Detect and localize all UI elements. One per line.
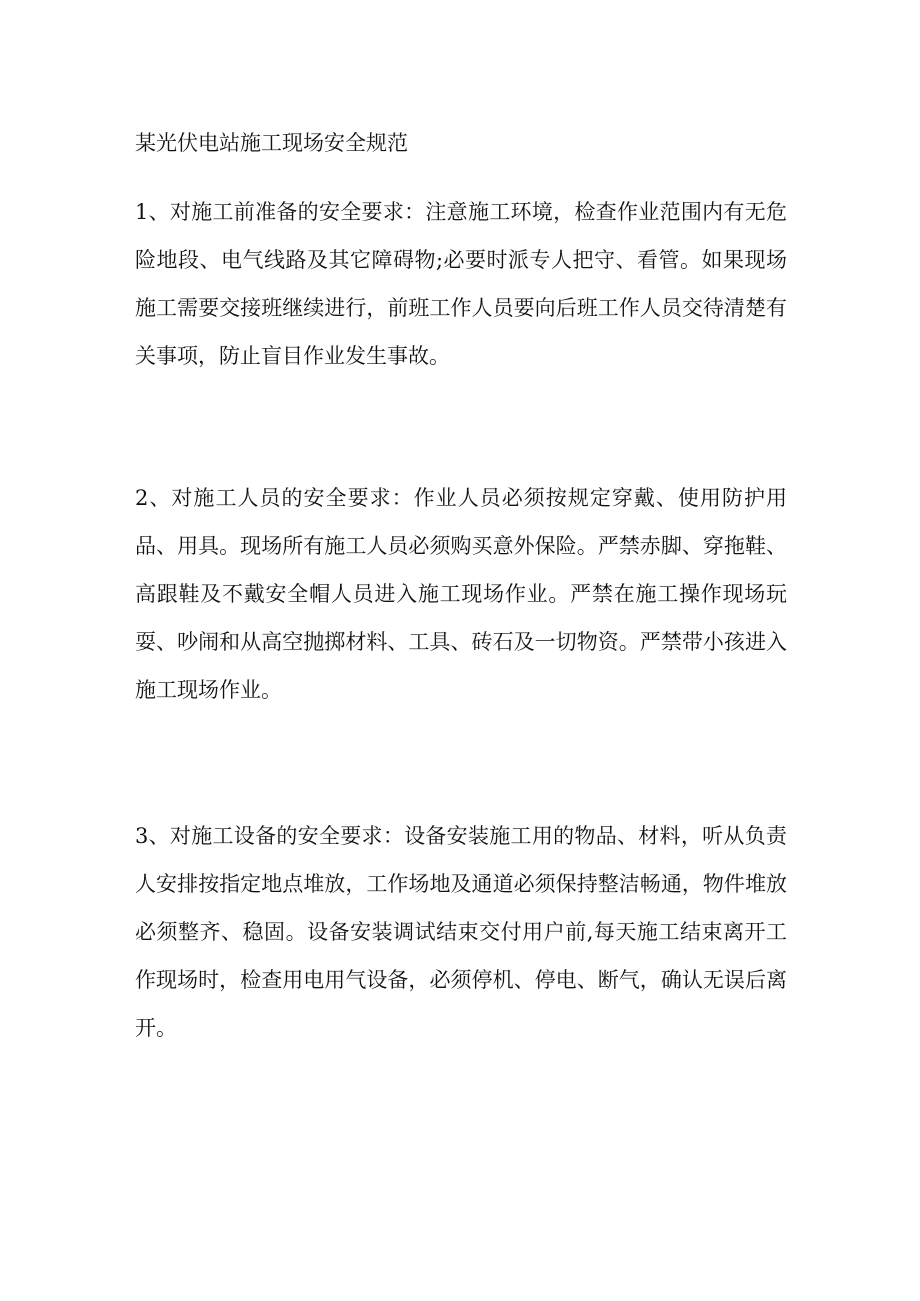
paragraph-equipment-safety: 3、对施工设备的安全要求：设备安装施工用的物品、材料，听从负责人安排按指定地点堆放，工作场地及通道必须保持整洁畅通，物件堆放必须整齐、稳固。设备安装调试结束交付用户前,每天施工结束离开工作现场时，检查用电用气设备，必须停机、停电、断气，确认无误后离开。: [135, 824, 787, 1040]
document-title: 某光伏电站施工现场安全规范: [135, 131, 408, 155]
paragraph-personnel-safety: 2、对施工人员的安全要求：作业人员必须按规定穿戴、使用防护用品、用具。现场所有施工人员必须购买意外保险。严禁赤脚、穿拖鞋、高跟鞋及不戴安全帽人员进入施工现场作业。严禁在施工操作现场玩耍、吵闹和从高空抛掷材料、工具、砖石及一切物资。严禁带小孩进入施工现场作业。: [135, 486, 787, 702]
paragraph-preparation-safety: 1、对施工前准备的安全要求：注意施工环境，检查作业范围内有无危险地段、电气线路及其它障碍物;必要时派专人把守、看管。如果现场施工需要交接班继续进行，前班工作人员要向后班工作人员交待清楚有关事项，防止盲目作业发生事故。: [135, 200, 787, 368]
